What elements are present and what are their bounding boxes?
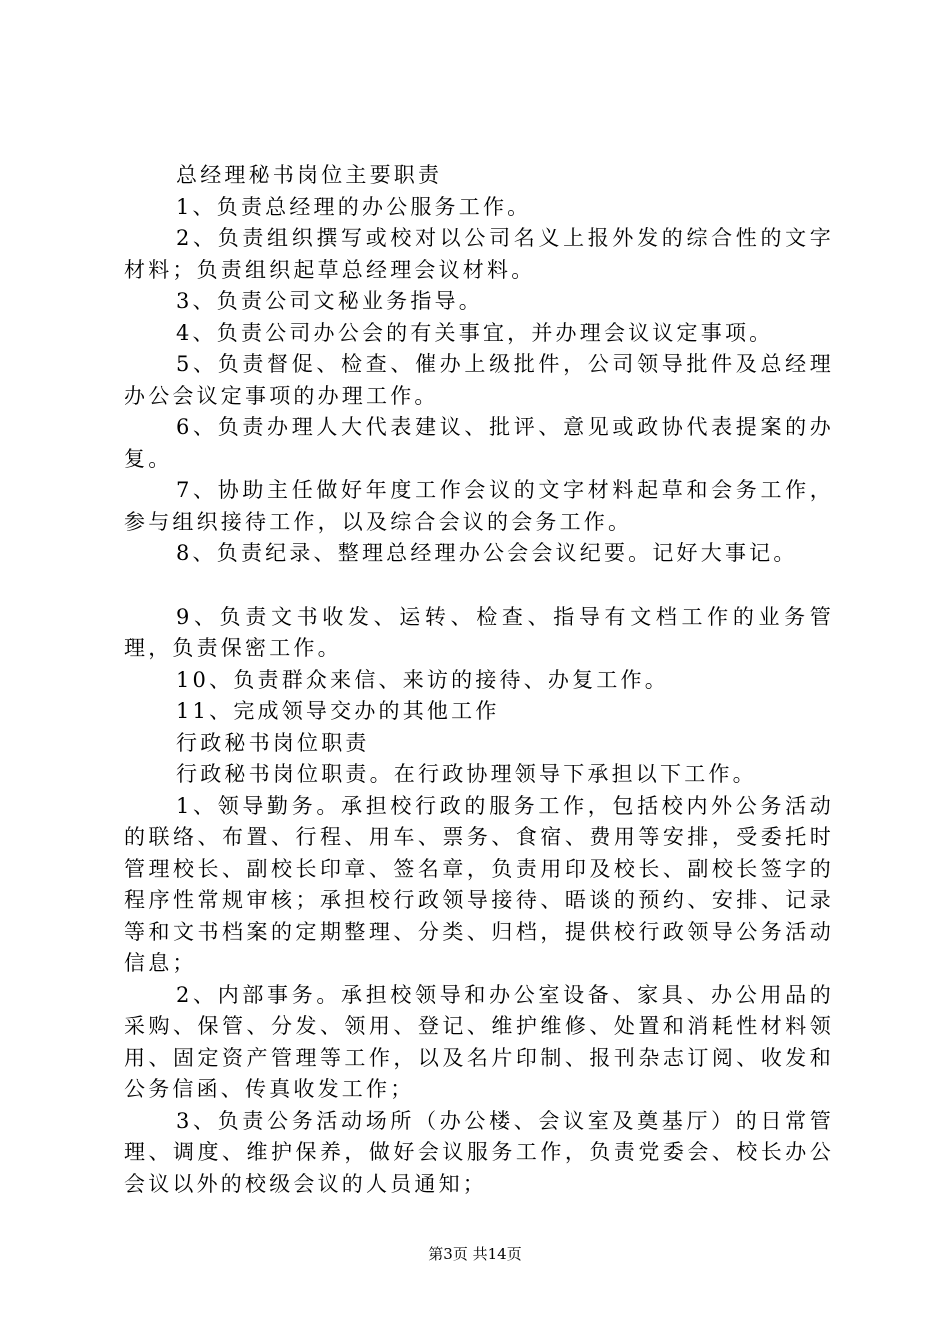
paragraph-admin-item-3: 3、负责公务活动场所（办公楼、会议室及奠基厅）的日常管理、调度、维护保养，做好会议服务工作，负责党委会、校长办公会议以外的校级会议的人员通知； — [124, 1108, 834, 1196]
paragraph-item-7: 7、协助主任做好年度工作会议的文字材料起草和会务工作，参与组织接待工作，以及综合会议的会务工作。 — [124, 478, 834, 534]
paragraph-item-6: 6、负责办理人大代表建议、批评、意见或政协代表提案的办复。 — [124, 415, 834, 471]
paragraph-admin-intro: 行政秘书岗位职责。在行政协理领导下承担以下工作。 — [176, 762, 757, 786]
paragraph-item-3: 3、负责公司文秘业务指导。 — [176, 289, 483, 313]
paragraph-item-4: 4、负责公司办公会的有关事宜，并办理会议议定事项。 — [176, 320, 774, 345]
paragraph-item-1: 1、负责总经理的办公服务工作。 — [176, 194, 532, 219]
paragraph-admin-item-1: 1、领导勤务。承担校行政的服务工作，包括校内外公务活动的联络、布置、行程、用车、票务、食宿、费用等安排，受委托时管理校长、副校长印章、签名章，负责用印及校长、副校长签字的程序性常规审核；承担校行政领导接待、晤谈的预约、安排、记录等和文书档案的定期整理、分类、归档，提供校行政领导公务活动信息； — [124, 793, 834, 975]
page-footer: 第3页 共14页 — [428, 1245, 522, 1263]
paragraph-item-8: 8、负责纪录、整理总经理办公会会议纪要。记好大事记。 — [176, 541, 798, 565]
paragraph-heading-admin-secretary: 行政秘书岗位职责 — [176, 730, 370, 755]
paragraph-item-5: 5、负责督促、检查、催办上级批件，公司领导批件及总经理办公会议定事项的办理工作。 — [124, 352, 834, 408]
paragraph-item-11: 11、完成领导交办的其他工作 — [176, 699, 500, 723]
paragraph-gap — [124, 570, 834, 602]
paragraph-heading-gm-secretary: 总经理秘书岗位主要职责 — [176, 163, 443, 187]
paragraph-admin-item-2: 2、内部事务。承担校领导和办公室设备、家具、办公用品的采购、保管、分发、领用、登记、维护维修、处置和消耗性材料领用、固定资产管理等工作，以及名片印制、报刊杂志订阅、收发和公务信函、传真收发工作； — [124, 982, 834, 1101]
document-body — [124, 160, 834, 1200]
paragraph-item-2: 2、负责组织撰写或校对以公司名义上报外发的综合性的文字材料；负责组织起草总经理会议材料。 — [124, 226, 834, 282]
paragraph-item-9: 9、负责文书收发、运转、检查、指导有文档工作的业务管理，负责保密工作。 — [124, 604, 834, 660]
paragraph-item-10: 10、负责群众来信、来访的接待、办复工作。 — [176, 667, 669, 692]
